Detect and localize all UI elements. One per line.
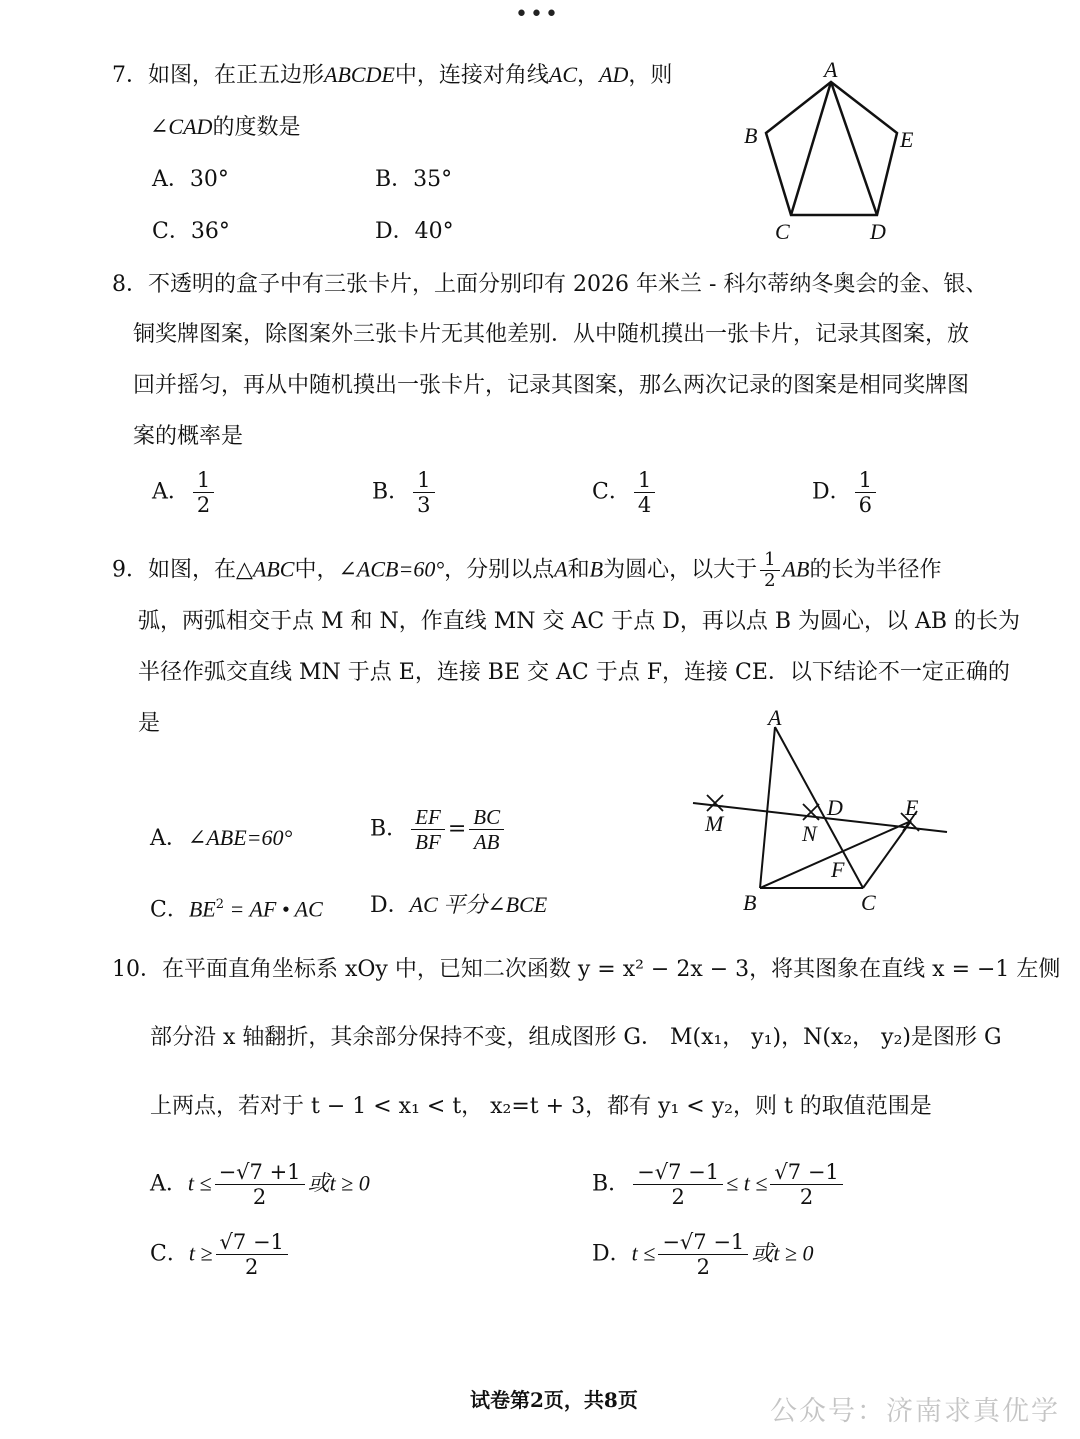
q10-c-fraction	[216, 1230, 288, 1279]
q9-stem-line1	[112, 550, 941, 591]
q7-option-d: D．40°	[375, 219, 454, 244]
frac-den: 2	[696, 1255, 710, 1279]
q7-option-c: C．36°	[152, 219, 230, 244]
q7-pentagon-name: ABCDE	[324, 62, 395, 87]
q9-d-label: D．	[370, 893, 410, 918]
q7-text-end: ，则	[628, 63, 673, 88]
q8-a-fraction	[193, 468, 214, 517]
q10-a-fraction	[215, 1160, 305, 1209]
frac-den: 3	[417, 493, 431, 517]
q9-ab: AB	[782, 556, 810, 582]
q9-c-label: C．	[150, 897, 189, 923]
q9-b-label: B．	[370, 816, 409, 842]
equals-sign: =	[447, 816, 467, 842]
pentagon-shape	[766, 82, 897, 215]
q7-text-mid: 中，连接对角线	[394, 63, 549, 88]
q10-c-pre: t ≥	[188, 1240, 213, 1266]
side-ab	[760, 727, 775, 888]
label-a: A	[768, 705, 782, 730]
diagonal-ad	[831, 82, 877, 215]
q8-text-1: 不透明的盒子中有三张卡片，上面分别印有 2026 年米兰 - 科尔蒂纳冬奥会的金、银、	[148, 272, 988, 297]
page-footer: 试卷第2页，共8页	[470, 1388, 638, 1412]
q7-stem-end: 的度数是	[212, 115, 301, 140]
label-e: E	[905, 795, 919, 820]
q7-stem-line2	[150, 112, 300, 143]
q7-sep: ，	[577, 63, 600, 88]
frac-den: 2	[196, 493, 211, 517]
label-m: M	[705, 811, 724, 836]
q9-half-fraction	[760, 550, 779, 591]
frac-den: 2	[799, 1185, 814, 1209]
q9-angle: ∠ACB=60°	[338, 556, 445, 582]
q9-b: B	[589, 556, 604, 582]
frac-num: −√7 −1	[633, 1160, 723, 1185]
label-f: F	[831, 857, 845, 882]
frac-num: −√7 +1	[215, 1160, 305, 1185]
q10-d-post: 或t ≥ 0	[751, 1240, 814, 1266]
q8-number: 8．	[112, 272, 148, 297]
frac-den: BF	[415, 830, 441, 854]
q9-option-d	[370, 890, 547, 921]
q9-d-text: AC 平分∠BCE	[409, 892, 548, 917]
q8-option-a	[152, 468, 217, 517]
q9-b-frac1	[411, 805, 445, 854]
side-ac	[775, 727, 863, 888]
frac-num: 1	[193, 468, 214, 493]
q8-a-label: A．	[152, 479, 190, 505]
frac-num: 1	[413, 468, 434, 493]
q8-stem-line2: 铜奖牌图案，除图案外三张卡片无其他差别．从中随机摸出一张卡片，记录其图案，放	[133, 322, 970, 347]
label-a: A	[824, 57, 838, 82]
q10-option-a	[150, 1160, 370, 1209]
q8-option-c	[592, 468, 658, 517]
q8-b-fraction	[413, 468, 434, 517]
diagonal-ac	[791, 82, 831, 215]
frac-num: BC	[469, 805, 504, 830]
frac-num: 1	[760, 550, 779, 571]
q9-number: 9．	[112, 557, 148, 583]
q9-stem-line4: 是	[138, 711, 161, 736]
label-c: C	[861, 890, 876, 915]
frac-den: 2	[671, 1185, 685, 1209]
q9-t6: 的长为半径作	[809, 557, 942, 583]
q7-ac: AC	[548, 62, 578, 87]
q7-option-a: A．30°	[152, 167, 229, 192]
label-n: N	[802, 821, 817, 846]
q10-d-label: D．	[592, 1241, 632, 1267]
frac-den: 4	[637, 493, 652, 517]
q10-d-fraction	[658, 1230, 748, 1279]
q9-abc: ABC	[252, 556, 295, 582]
label-b: B	[743, 890, 757, 915]
q10-option-d	[592, 1230, 814, 1279]
q9-t2: 中，	[294, 557, 339, 583]
frac-den: 2	[764, 570, 776, 591]
q10-a-post: 或t ≥ 0	[307, 1170, 370, 1196]
q9-stem-line2: 弧，两弧相交于点 M 和 N，作直线 MN 交 AC 于点 D，再以点 B 为圆心，以 AB 的长为	[138, 609, 1021, 634]
q7-stem-line1	[112, 60, 672, 91]
frac-num: −√7 −1	[658, 1230, 748, 1255]
q9-t4: 和	[567, 557, 590, 583]
q9-b-frac2	[469, 805, 504, 854]
q9-triangle-figure	[685, 705, 955, 920]
q10-stem-line2: 部分沿 x 轴翻折，其余部分保持不变，组成图形 G． M(x₁， y₁)，N(x₂， y₂)是图形 G	[150, 1025, 1002, 1050]
q7-pentagon-figure	[730, 55, 930, 250]
frac-num: 1	[855, 468, 876, 493]
q9-stem-line3: 半径作弧交直线 MN 于点 E，连接 BE 交 AC 于点 F，连接 CE．以下结论不一定正确的	[138, 660, 1010, 685]
q8-c-fraction	[634, 468, 655, 517]
q10-option-c	[150, 1230, 291, 1279]
q10-stem-line3: 上两点，若对于 t − 1 < x₁ < t， x₂=t + 3，都有 y₁ < y₂，则 t 的取值范围是	[150, 1094, 932, 1119]
q9-a-text: ∠ABE=60°	[187, 825, 293, 850]
label-d: D	[827, 795, 843, 820]
q9-option-b	[370, 805, 507, 854]
q8-stem-line1	[112, 270, 987, 300]
q9-a-label: A．	[150, 826, 188, 851]
q8-c-label: C．	[592, 479, 631, 505]
q10-number: 10．	[112, 957, 162, 982]
frac-num: √7 −1	[770, 1160, 842, 1185]
q8-stem-line3: 回并摇匀，再从中随机摸出一张卡片，记录其图案，那么两次记录的图案是相同奖牌图	[133, 373, 970, 398]
q7-text: 如图，在正五边形	[148, 63, 325, 88]
q10-b-mid: ≤ t ≤	[726, 1170, 768, 1196]
q8-option-d	[812, 468, 879, 517]
q8-option-b	[372, 468, 438, 517]
q10-stem-line1	[112, 955, 1060, 985]
q8-d-fraction	[855, 468, 876, 517]
q10-b-fraction1	[633, 1160, 723, 1209]
frac-den: 2	[245, 1255, 259, 1279]
q7-angle: ∠CAD	[150, 114, 213, 139]
label-d: D	[870, 219, 886, 244]
q9-c-exp: 2	[215, 897, 225, 912]
arc-mark-n	[803, 804, 819, 820]
q9-option-c	[150, 890, 323, 925]
q7-ad: AD	[599, 62, 629, 87]
q9-t3: ，分别以点	[444, 557, 555, 583]
label-e: E	[900, 127, 914, 152]
q10-b-fraction2	[770, 1160, 842, 1209]
frac-num: 1	[634, 468, 655, 493]
watermark: 公众号：济南求真优学	[770, 1396, 1060, 1427]
q8-d-label: D．	[812, 479, 852, 505]
frac-num: √7 −1	[216, 1230, 288, 1255]
frac-den: 2	[252, 1185, 267, 1209]
more-dots-icon[interactable]: •••	[515, 2, 560, 27]
q7-option-b: B．35°	[375, 167, 453, 192]
q10-text-1: 在平面直角坐标系 xOy 中，已知二次函数 y = x² − 2x − 3，将其图象在直线 x = −1 左侧	[162, 957, 1061, 982]
q9-t5: 为圆心，以大于	[603, 557, 758, 583]
q10-a-label: A．	[150, 1171, 188, 1197]
q10-b-label: B．	[592, 1171, 631, 1197]
q10-a-pre: t ≤	[187, 1170, 212, 1196]
label-b: B	[744, 123, 758, 148]
q10-c-label: C．	[150, 1241, 189, 1267]
q9-option-a	[150, 823, 292, 854]
q8-b-label: B．	[372, 479, 411, 505]
q8-stem-line4: 案的概率是	[133, 424, 244, 449]
q9-c-be: BE	[188, 896, 216, 922]
label-c: C	[775, 219, 790, 244]
frac-num: EF	[411, 805, 445, 830]
q9-c-rest: = AF • AC	[224, 896, 323, 922]
q9-a: A	[554, 556, 568, 582]
frac-den: 6	[858, 493, 873, 517]
q9-t1: 如图，在△	[148, 557, 253, 583]
q7-number: 7．	[112, 63, 148, 88]
q10-option-b	[592, 1160, 846, 1209]
q10-d-pre: t ≤	[631, 1240, 656, 1266]
arc-mark-m	[707, 795, 723, 811]
frac-den: AB	[473, 830, 500, 854]
